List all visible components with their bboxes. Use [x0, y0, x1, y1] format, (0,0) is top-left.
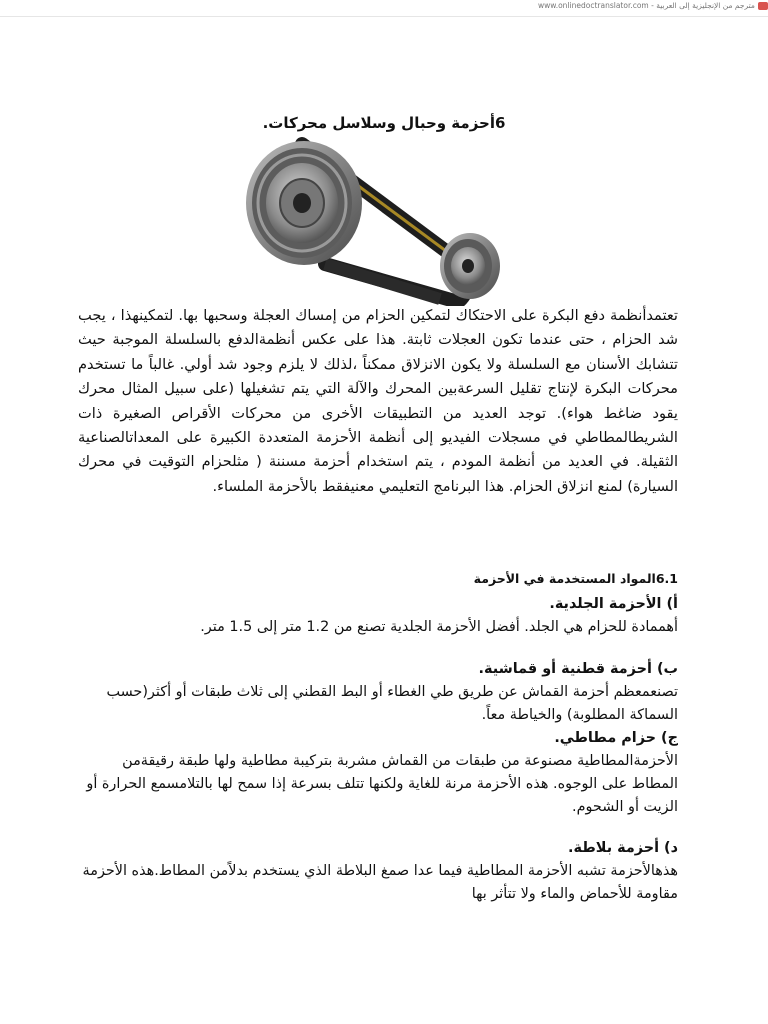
material-item-rubber — [78, 727, 678, 819]
material-heading: أ) الأحزمة الجلدية. — [549, 596, 678, 612]
material-heading: ب) أحزمة قطنية أو قماشية. — [478, 661, 678, 677]
doc-translator-icon — [758, 2, 768, 10]
material-text: هذهالأحزمة تشبه الأحزمة المطاطية فيما عدا صمغ البلاطة الذي يستخدم بدلاًمن المطاط.هذه الأحزمة مقاومة للأحماض والماء ولا تتأثر بها — [82, 863, 678, 902]
section-title: 6.1المواد المستخدمة في الأحزمة — [473, 571, 678, 586]
material-item-tile — [78, 837, 678, 906]
material-heading: ج) حزام مطاطي. — [554, 730, 678, 746]
material-text: أهممادة للحزام هي الجلد. أفضل الأحزمة الجلدية تصنع من 1.2 متر إلى 1.5 متر. — [200, 619, 678, 635]
page-title: 6أحزمة وحبال وسلاسل محركات. — [262, 114, 506, 132]
material-item-leather — [78, 593, 678, 639]
belt-pulley-icon — [240, 136, 530, 306]
watermark-text: www.onlinedoctranslator.com - مترجم من الإنجليزية إلى العربية — [538, 1, 755, 10]
belt-pulley-figure — [240, 136, 530, 306]
material-text: الأحزمةالمطاطية مصنوعة من طبقات من القماش مشربة بتركيبة مطاطية ولها طبقة رقيقةمن المطاط على الوجوه. هذه الأحزمة مرنة للغاية ولكنها تتلف بسرعة إذا سمح لها بالتلامسمع الحرارة أو الزيت أو الشحوم. — [86, 753, 678, 815]
material-text: تصنعمعظم أحزمة القماش عن طريق طي الغطاء أو البط القطني إلى ثلاث طبقات أو أكثر(حسب السماكة المطلوبة) والخياطة معاً. — [106, 684, 678, 723]
material-heading: د) أحزمة بلاطة. — [568, 840, 678, 856]
material-item-cotton — [78, 658, 678, 727]
watermark — [538, 1, 768, 10]
intro-text: تعتمدأنظمة دفع البكرة على الاحتكاك لتمكين الحزام من إمساك العجلة وسحبها بها. لتمكينهذا ، يجب شد الحزام ، حتى عندما تكون العجلات ثابتة. هذا على عكس أنظمةالدفع بالسلسلة الموجبة حيث تتشابك الأسنان مع السلسلة ولا يكون الانزلاق ممكناً ،لذلك لا يلزم وجود شد أولي. غالباً ما تستخدم محركات البكرة لإنتاج تقليل السرعةبين المحرك والآلة التي يتم تشغيلها (على سبيل المثال محرك يقود ضاغط هواء). توجد العديد من التطبيقات الأخرى من محركات الأقراص الصغيرة ذات الشريطالمطاطي في مسجلات الفيديو إلى أنظمة الأحزمة المتعددة الكبيرة على المعداتالصناعية الثقيلة. في العديد من أنظمة المودم ، يتم استخدام أحزمة مسننة ( مثلحزام التوقيت في محرك السيارة) لمنع انزلاق الحزام. هذا البرنامج التعليمي معنيفقط بالأحزمة الملساء. — [78, 307, 678, 495]
intro-paragraph — [78, 304, 678, 499]
translator-watermark-bar — [0, 0, 768, 17]
